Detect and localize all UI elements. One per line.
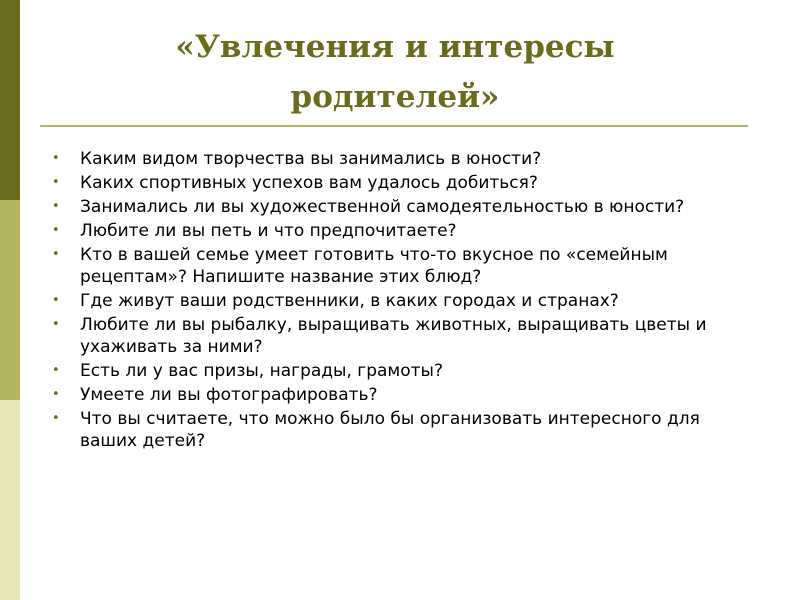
question-text: Занимались ли вы художественной самодеятельностью в юности? <box>80 197 685 217</box>
bullet-icon: • <box>52 199 60 214</box>
question-text: Есть ли у вас призы, награды, грамоты? <box>80 361 443 381</box>
slide-title-line-1: «Увлечения и интересы <box>175 29 615 65</box>
question-text: Где живут ваши родственники, в каких городах и странах? <box>80 291 619 311</box>
list-item <box>52 408 752 452</box>
slide-title <box>40 22 750 122</box>
question-text: Каким видом творчества вы занимались в юности? <box>80 149 542 169</box>
list-item <box>52 220 752 242</box>
question-text: Любите ли вы петь и что предпочитаете? <box>80 221 457 241</box>
question-text: Каких спортивных успехов вам удалось добиться? <box>80 173 538 193</box>
question-text: Умеете ли вы фотографировать? <box>80 385 378 405</box>
bullet-icon: • <box>52 387 60 402</box>
list-item <box>52 360 752 382</box>
list-item <box>52 172 752 194</box>
list-item <box>52 290 752 312</box>
bullet-icon: • <box>52 223 60 238</box>
question-text: Что вы считаете, что можно было бы организовать интересного для ваших детей? <box>80 409 700 451</box>
sidebar-block-mid <box>0 200 20 400</box>
sidebar-block-light <box>0 400 20 600</box>
bullet-icon: • <box>52 363 60 378</box>
question-list <box>52 148 752 454</box>
list-item <box>52 148 752 170</box>
question-text: Кто в вашей семье умеет готовить что-то вкусное по «семейным рецептам»? Напишите название этих блюд? <box>80 245 668 287</box>
bullet-icon: • <box>52 247 60 262</box>
slide-title-line-2: родителей» <box>290 79 500 115</box>
bullet-icon: • <box>52 317 60 332</box>
list-item <box>52 244 752 288</box>
bullet-icon: • <box>52 151 60 166</box>
sidebar-block-dark <box>0 0 20 200</box>
list-item <box>52 314 752 358</box>
sidebar-decoration <box>0 0 20 600</box>
bullet-icon: • <box>52 293 60 308</box>
bullet-icon: • <box>52 175 60 190</box>
title-divider <box>40 125 748 127</box>
list-item <box>52 196 752 218</box>
list-item <box>52 384 752 406</box>
bullet-icon: • <box>52 411 60 426</box>
question-text: Любите ли вы рыбалку, выращивать животных, выращивать цветы и ухаживать за ними? <box>80 315 707 357</box>
